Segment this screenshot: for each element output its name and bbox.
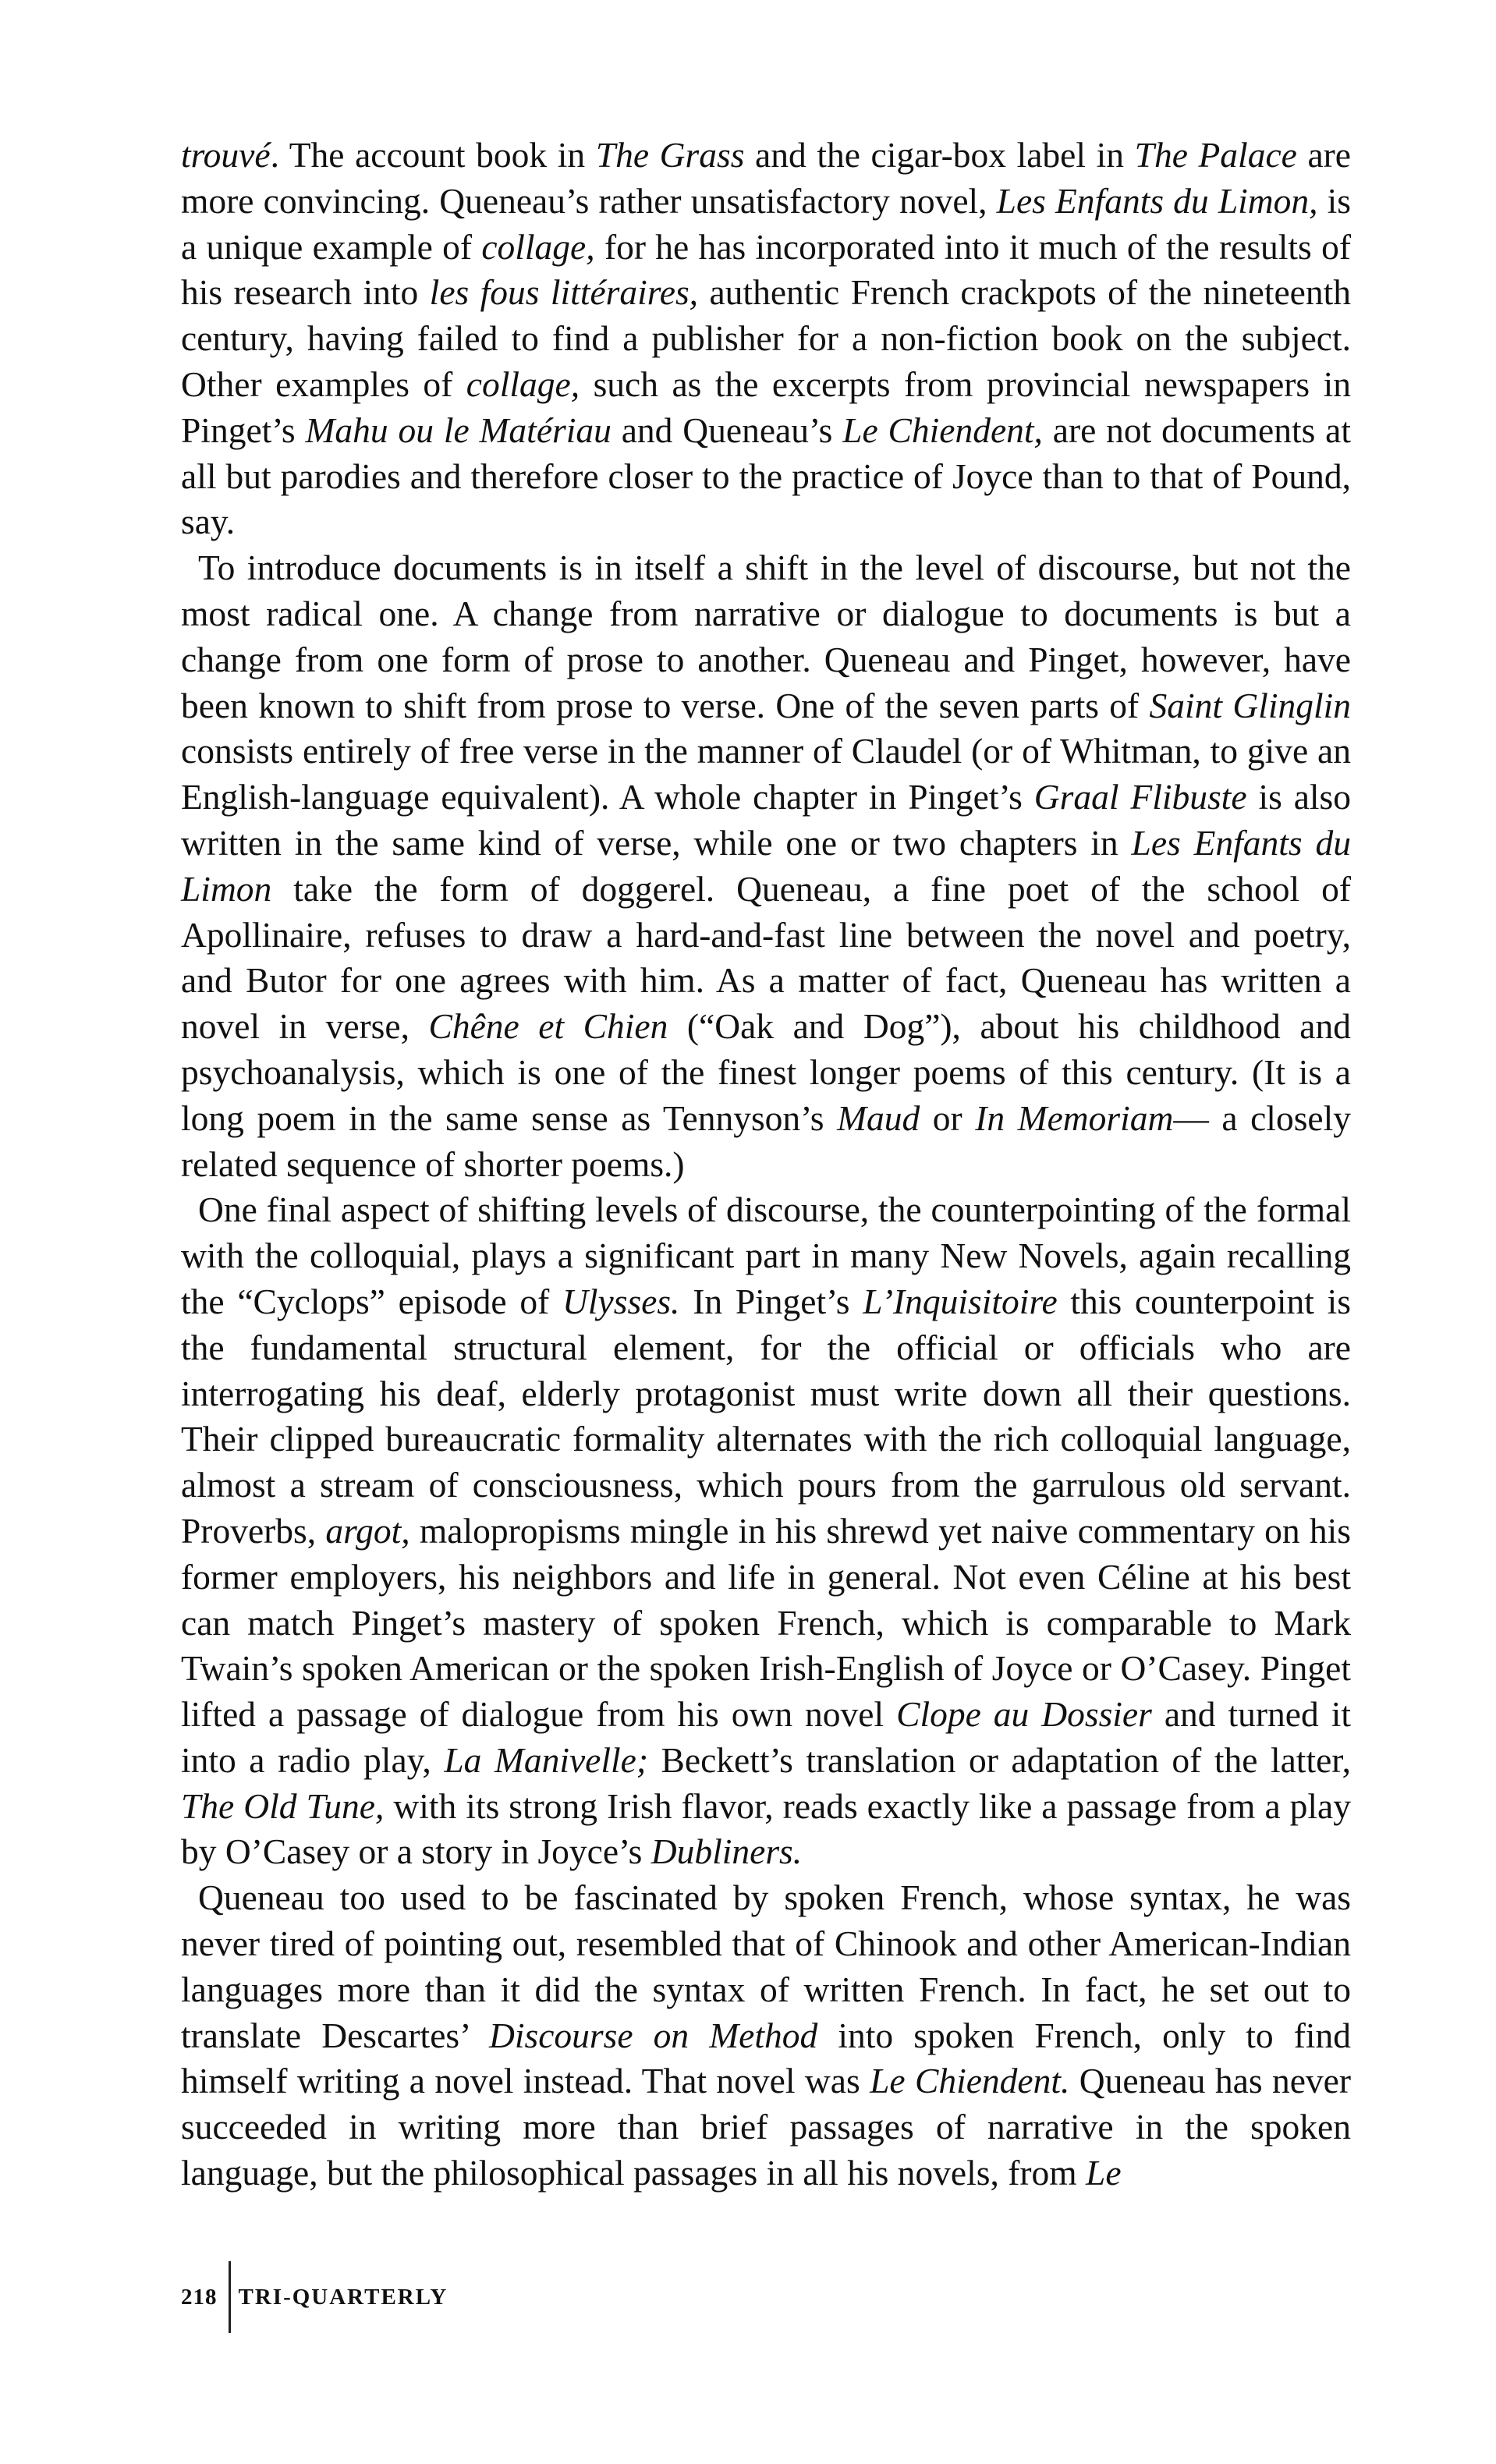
paragraph-1	[181, 133, 1351, 545]
text-segment: Beckett’s translation or adaptation of the latter,	[648, 1739, 1351, 1780]
text-segment: for he has incorporated into it much of the results of his research into	[181, 226, 1351, 313]
text-segment: authentic French crackpots of the nineteenth century, having failed to find a publisher for a non-fiction book on the subject. Other examples of	[181, 272, 1351, 404]
text-segment: are not documents at all but parodies and therefore closer to the practice of Joyce than to that of Pound, say.	[181, 409, 1351, 542]
text-segment: and the cigar-box label in	[744, 135, 1135, 175]
italic-text-segment: Clope au Dossier	[896, 1694, 1152, 1735]
italic-text-segment: Les Enfants du Limon	[181, 822, 1351, 909]
italic-text-segment: Mahu ou le Matériau	[305, 409, 612, 450]
text-segment: (“Oak and Dog”), about his childhood and psychoanalysis, which is one of the finest longer poems of this century. (It is a long poem in the same sense as Tennyson’s	[181, 1006, 1351, 1138]
italic-text-segment: collage,	[466, 363, 580, 404]
paragraph-2	[181, 545, 1351, 1187]
text-segment: Queneau has never succeeded in writing more than brief passages of narrative in the spoken language, but the philosophical passages in all his novels, from	[181, 2061, 1352, 2193]
italic-text-segment: Les Enfants du Limon,	[996, 180, 1318, 221]
text-segment: In Pinget’s	[679, 1281, 863, 1321]
text-segment: with its strong Irish flavor, reads exactly like a passage from a play by O’Casey or a story in Joyce’s	[181, 1785, 1351, 1872]
italic-text-segment: La Manivelle;	[444, 1739, 648, 1780]
paragraph-3	[181, 1187, 1351, 1875]
running-head: TRI-QUARTERLY	[238, 2284, 448, 2310]
italic-text-segment: argot,	[325, 1510, 410, 1551]
italic-text-segment: Dubliners.	[651, 1831, 803, 1872]
text-segment: consists entirely of free verse in the manner of Claudel (or of Whitman, to give an English-language equivalent). A whole chapter in Pinget’s	[181, 731, 1351, 817]
italic-text-segment: les fous littéraires,	[429, 272, 699, 313]
italic-text-segment: Discourse on Method	[489, 2015, 818, 2055]
paragraph-4	[181, 1875, 1351, 2196]
italic-text-segment: In Memoriam	[975, 1097, 1174, 1138]
italic-text-segment: Ulysses.	[562, 1281, 680, 1321]
italic-text-segment: Le Chiendent,	[842, 409, 1043, 450]
italic-text-segment: L’Inquisitoire	[863, 1281, 1058, 1321]
italic-text-segment: Chêne et Chien	[428, 1006, 668, 1047]
italic-text-segment: collage,	[481, 226, 595, 267]
text-segment: and turned it into a radio play,	[181, 1694, 1352, 1780]
text-segment: — a closely related sequence of shorter poems.)	[181, 1097, 1351, 1184]
text-segment: One final aspect of shifting levels of discourse, the counterpointing of the formal with the colloquial, plays a significant part in many New Novels, again recalling the “Cyclops” episode of	[181, 1189, 1351, 1321]
text-segment: . The account book in	[270, 135, 596, 175]
italic-text-segment: Saint Glinglin	[1149, 685, 1351, 725]
text-segment: or	[920, 1097, 976, 1138]
text-segment: and Queneau’s	[611, 409, 843, 450]
text-segment: To introduce documents is in itself a shift in the level of discourse, but not the most radical one. A change from narrative or dialogue to documents is but a change from one form of prose to another. Queneau and Pinget, however, have been known to shift from prose to verse. One of the seven parts of	[181, 548, 1351, 725]
text-column	[181, 133, 1351, 2196]
text-segment: are more convincing. Queneau’s rather unsatisfactory novel,	[181, 135, 1352, 221]
page-footer	[181, 2262, 448, 2332]
italic-text-segment: The Grass	[595, 135, 745, 175]
text-segment: is a unique example of	[181, 180, 1351, 267]
text-segment: take the form of doggerel. Queneau, a fine poet of the school of Apollinaire, refuses to draw a hard-and-fast line between the novel and poetry, and Butor for one agrees with him. As a matter of fact, Queneau has written a novel in verse,	[181, 868, 1351, 1047]
italic-text-segment: The Old Tune,	[181, 1785, 385, 1826]
italic-text-segment: Le	[1086, 2153, 1122, 2193]
text-segment: into spoken French, only to find himself writing a novel instead. That novel was	[181, 2015, 1352, 2101]
text-segment: this counterpoint is the fundamental structural element, for the official or officials who are interrogating his deaf, elderly protagonist must write down all their questions. Their clipped bureaucratic formality alternates with the rich colloquial language, almost a stream of consciousness, which pours from the garrulous old servant. Proverbs,	[181, 1281, 1351, 1551]
text-segment: is also written in the same kind of verse, while one or two chapters in	[181, 777, 1351, 863]
italic-text-segment: Graal Flibuste	[1033, 777, 1247, 817]
page-number: 218	[181, 2284, 218, 2310]
text-segment: Queneau too used to be fascinated by spoken French, whose syntax, he was never tired of pointing out, resembled that of Chinook and other American-Indian languages more than it did the syntax of written French. In fact, he set out to translate Descartes’	[181, 1877, 1351, 2055]
italic-text-segment: trouvé	[181, 135, 271, 175]
text-segment: such as the excerpts from provincial newspapers in Pinget’s	[181, 363, 1351, 450]
text-segment: malopropisms mingle in his shrewd yet naive commentary on his former employers, his neighbors and life in general. Not even Céline at his best can match Pinget’s mastery of spoken French, which is comparable to Mark Twain’s spoken American or the spoken Irish-English of Joyce or O’Casey. Pinget lifted a passage of dialogue from his own novel	[181, 1510, 1351, 1735]
italic-text-segment: Le Chiendent.	[870, 2061, 1070, 2101]
italic-text-segment: The Palace	[1134, 135, 1297, 175]
italic-text-segment: Maud	[837, 1097, 920, 1138]
